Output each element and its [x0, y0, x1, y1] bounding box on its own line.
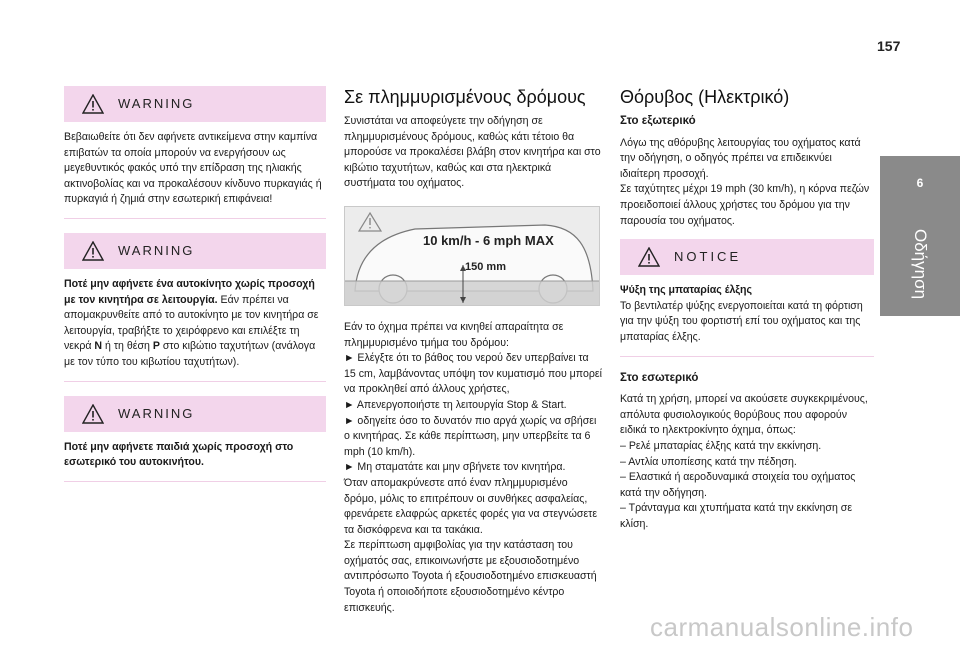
warning-bold: Ποτέ μην αφήνετε ένα αυτοκίνητο χωρίς προσοχή με τον κινητήρα σε λειτουργία. [64, 277, 315, 306]
subsection-interior: Στο εσωτερικό [620, 371, 699, 384]
noise-item-2: – Ελαστικά ή αεροδυναμικά στοιχεία του οχήματος κατά την οδήγηση. [620, 471, 856, 499]
gear-p: P [152, 340, 160, 353]
warning-box-1 [64, 86, 326, 219]
warning-text-b: ή τη θέση [102, 340, 153, 353]
depth-value: 150 [465, 260, 484, 273]
warning-text: Ποτέ μην αφήνετε παιδιά χωρίς προσοχή στο εσωτερικό του αυτοκινήτου. [64, 440, 294, 469]
notice-title: Ψύξη της μπαταρίας έλξης [620, 284, 752, 297]
exterior-text-1: Λόγω της αθόρυβης λειτουργίας του οχήματος κατά την οδήγηση, ο οδηγός πρέπει να επιδεικνύει ιδιαίτερη προσοχή. [620, 136, 861, 180]
chapter-number: 6 [916, 176, 924, 190]
warning-label: WARNING [118, 243, 195, 259]
warning-header [64, 233, 326, 269]
flood-illustration [344, 206, 600, 306]
water-depth-label [465, 260, 506, 276]
watermark: carmanualsonline.info [650, 612, 914, 642]
warning-body [64, 122, 326, 219]
flood-line-6: Σε περίπτωση αμφιβολίας για την κατάσταση του οχήματός σας, επικοινωνήστε με εξουσιοδοτημένο αντιπρόσωπο Toyota ή εξουσιοδοτημένο επισκευαστή Toyota ή οποιοδήποτε εξουσιοδοτημένο κέντρο επισκευής. [344, 539, 597, 614]
flood-line-2: ► Απενεργοποιήστε τη λειτουργία Stop & Start. [344, 398, 567, 411]
notice-header [620, 239, 874, 275]
noise-item-1: – Αντλία υποπίεσης κατά την πέδηση. [620, 455, 797, 468]
column-warnings [64, 86, 326, 496]
warning-box-3 [64, 396, 326, 482]
flood-line-4: ► Μη σταματάτε και μην σβήνετε τον κινητήρα. [344, 461, 566, 474]
warning-header [64, 86, 326, 122]
flood-line-5: Όταν απομακρύνεστε από έναν πλημμυρισμένο δρόμο, μόλις το επιτρέπουν οι συνθήκες ασφαλείας, φρενάρετε ελαφρώς αρκετές φορές για να στεγνώσετε τα δισκόφρενα και τα τακάκια. [344, 476, 598, 536]
column-noise [620, 86, 874, 532]
warning-body [64, 269, 326, 382]
warning-triangle-icon [82, 404, 104, 424]
subsection-exterior: Στο εξωτερικό [620, 115, 696, 127]
warning-label: WARNING [118, 405, 195, 421]
speed-limit-label: 10 km/h - 6 mph MAX [423, 232, 554, 248]
notice-text: Το βεντιλατέρ ψύξης ενεργοποιείται κατά τη φόρτιση για την ψύξη του φορτιστή επί του οχήματος και της μπαταρίας έλξης. [620, 299, 863, 343]
flood-line-3: ► οδηγείτε όσο το δυνατόν πιο αργά χωρίς να σβήσει ο κινητήρας. Σε κάθε περίπτωση, μην υπερβείτε τα 6 mph (10 km/h). [344, 414, 597, 458]
noise-item-0: – Ρελέ μπαταρίας έλξης κατά την εκκίνηση. [620, 439, 822, 452]
interior-text: Κατά τη χρήση, μπορεί να ακούσετε συγκεκριμένους, απόλυτα φυσιολογικούς θορύβους που αφορούν ειδικά το ηλεκτροκίνητο όχημα, όπως: [620, 393, 868, 437]
car-in-water-icon [345, 207, 600, 306]
chapter-tab[interactable] [880, 156, 960, 316]
warning-text-a: Εάν πρέπει να απομακρυνθείτε από το αυτοκίνητο με τον κινητήρα σε λειτουργία, τραβήξτε το χειρόφρενο και επιλέξτε τη νεκρά [64, 293, 319, 353]
notice-label: NOTICE [674, 249, 742, 265]
warning-label: WARNING [118, 96, 195, 112]
noise-item-3: – Τράνταγμα και χτυπήματα κατά την εκκίνηση σε κλίση. [620, 502, 853, 530]
warning-header [64, 396, 326, 432]
intro-text: Συνιστάται να αποφεύγετε την οδήγηση σε πλημμυρισμένους δρόμους, καθώς κάτι τέτοιο θα μπορούσε να προκαλέσει βλάβη στον κινητήρα και στο κιβώτιο ταχυτήτων, καθώς και στα ηλεκτρικά συστήματα του οχήματος. [344, 115, 601, 190]
warning-triangle-icon [82, 241, 104, 261]
warning-text: Βεβαιωθείτε ότι δεν αφήνετε αντικείμενα στην καμπίνα επιβατών τα οποία μπορούν να ενεργήσουν ως μεγεθυντικός φακός υπό την επίδραση της ηλιακής ακτινοβολίας και να προκαλέσουν κίνδυνο πυρκαγιάς ή πυρκαγιά ή ζημιά στην εσωτερική επιφάνεια! [64, 131, 322, 206]
column-flooded-roads [344, 86, 602, 616]
flood-line-1: ► Ελέγξτε ότι το βάθος του νερού δεν υπερβαίνει τα 15 cm, λαμβάνοντας υπόψη τον κυματισμό που μπορεί να προκληθεί από άλλους χρήστες, [344, 352, 602, 396]
warning-triangle-icon [82, 94, 104, 114]
warning-body [64, 432, 326, 482]
page-number: 157 [877, 38, 901, 54]
depth-unit: mm [486, 260, 506, 273]
warning-text [64, 277, 326, 371]
flood-line-0: Εάν το όχημα πρέπει να κινηθεί απαραίτητα σε πλημμυρισμένο τμήμα του δρόμου: [344, 320, 564, 349]
warning-triangle-icon [638, 247, 660, 267]
notice-box [620, 239, 874, 356]
section-title: Θόρυβος (Ηλεκτρικό) [620, 87, 790, 107]
warning-box-2 [64, 233, 326, 382]
exterior-text-2: Σε ταχύτητες μέχρι 19 mph (30 km/h), η κόρνα πεζών προειδοποιεί άλλους χρήστες του δρόμου για την παρουσία του οχήματος. [620, 183, 870, 227]
gear-n: N [94, 340, 103, 353]
warning-text-c: στο κιβώτιο ταχυτήτων (ανάλογα με τον τύπο του κιβωτίου ταχυτήτων). [64, 340, 316, 368]
notice-body [620, 275, 874, 356]
chapter-title: Οδήγηση [911, 228, 930, 300]
section-title: Σε πλημμυρισμένους δρόμους [344, 87, 586, 107]
